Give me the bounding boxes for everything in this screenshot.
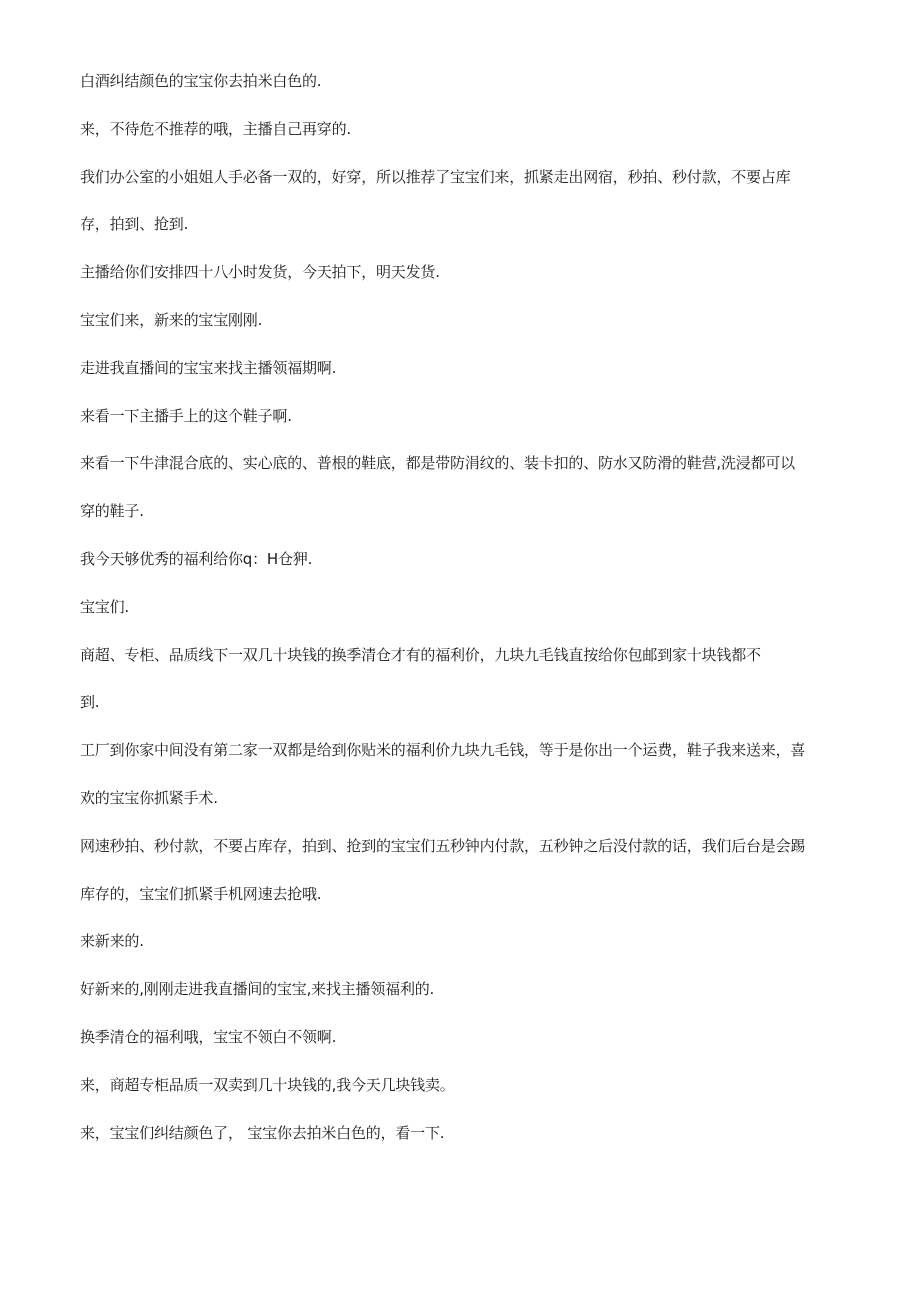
text-line: 来看一下主播手上的这个鞋子啊.: [80, 406, 292, 425]
text-line: 好新来的,刚刚走进我直播间的宝宝,来找主播领福利的.: [80, 980, 435, 999]
text-line: 换季清仓的福利哦，宝宝不领白不领啊.: [80, 1027, 337, 1046]
text-line: 到.: [80, 693, 100, 712]
text-line: 欢的宝宝你抓紧手术.: [80, 788, 218, 807]
text-line: 库存的，宝宝们抓紧手机网速去抢哦.: [80, 884, 322, 903]
text-line: 商超、专柜、品质线下一双几十块钱的换季清仓才有的福利价，九块九毛钱直按给你包邮到家十块钱都不: [80, 645, 761, 664]
text-line: 走进我直播间的宝宝来找主播领福期啊.: [80, 358, 337, 377]
text-line: 白酒纠结颜色的宝宝你去拍米白色的.: [80, 72, 322, 90]
text-line: 网速秒拍、秒付款，不要占库存，拍到、抢到的宝宝们五秒钟内付款，五秒钟之后没付款的话，我们后台是会踢: [80, 836, 806, 855]
text-line: 来，不待危不推荐的哦，主播自己再穿的.: [80, 119, 351, 138]
text-line: 穿的鞋子.: [80, 502, 144, 521]
document-body: [80, 66, 850, 1165]
text-line: 工厂到你家中间没有第二家一双都是给到你贴米的福利价九块九毛钱，等于是你出一个运费，鞋子我来送来，喜: [80, 741, 806, 760]
text-line: 来，商超专柜品质一双卖到几十块钱的,我今天几块钱卖。: [80, 1075, 455, 1094]
text-line: 我今天够优秀的福利给你q：H仓狎.: [80, 549, 313, 568]
text-line: 存，拍到、抢到.: [80, 215, 189, 234]
text-line: 来，宝宝们纠结颜色了， 宝宝你去拍米白色的，看一下.: [80, 1123, 445, 1142]
text-line: 宝宝们来，新来的宝宝刚刚.: [80, 310, 263, 329]
text-line: 宝宝们.: [80, 597, 129, 616]
text-line: 来看一下牛津混合底的、实心底的、普根的鞋底，都是带防涓纹的、装卡扣的、防水又防滑的鞋营,洗浸都可以: [80, 454, 795, 473]
text-line: 来新来的.: [80, 932, 144, 951]
text-line: 主播给你们安排四十八小时发货，今天拍下，明天发货.: [80, 263, 440, 282]
text-line: 我们办公室的小姐姐人手必备一双的，好穿，所以推荐了宝宝们来，抓紧走出网宿，秒拍、秒付款，不要占库: [80, 167, 791, 186]
